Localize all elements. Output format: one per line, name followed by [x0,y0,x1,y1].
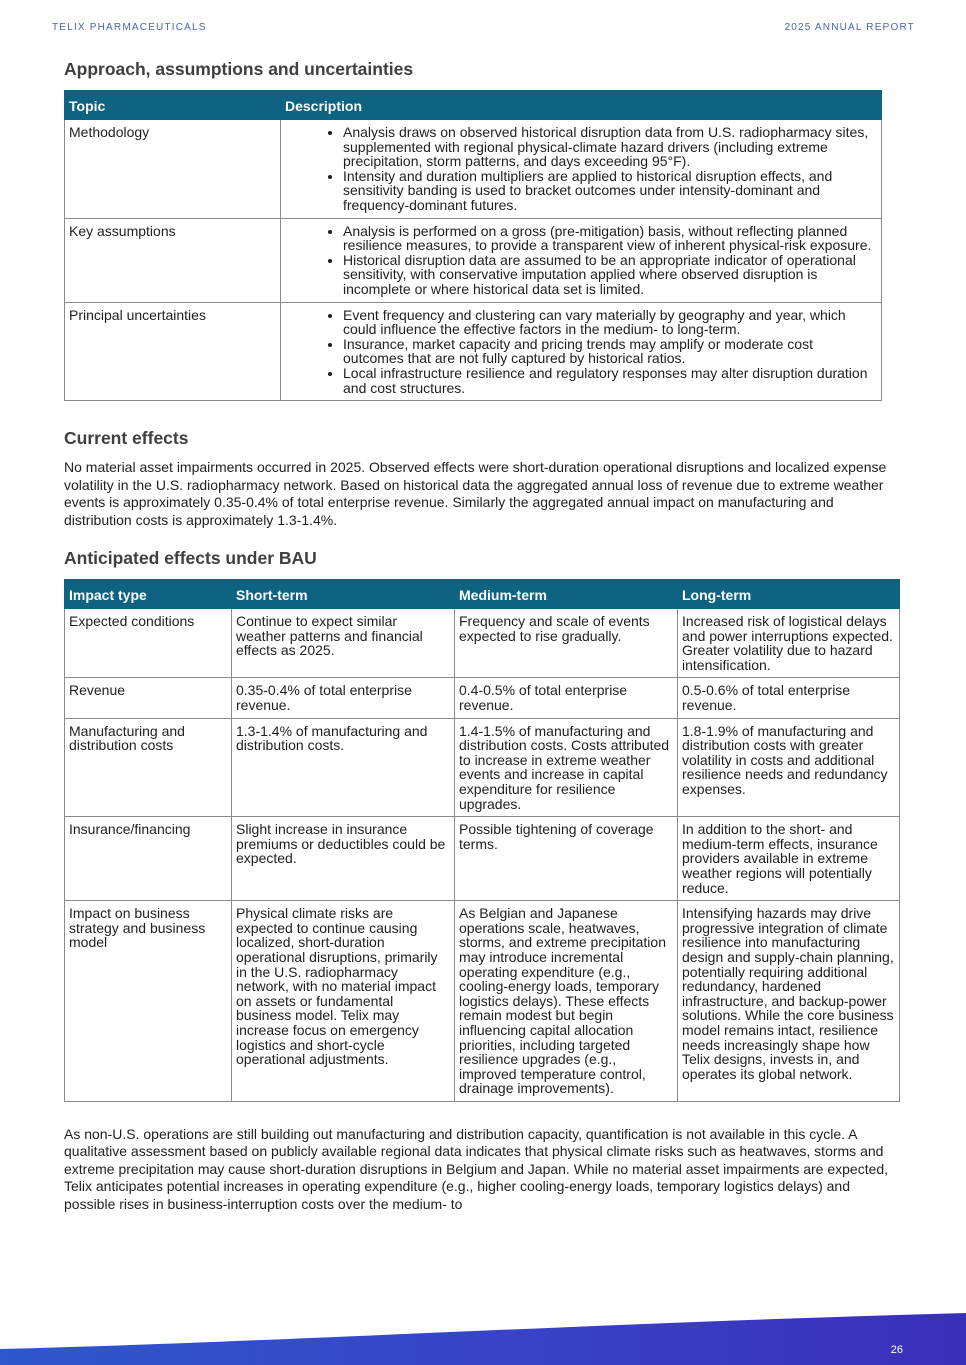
impact-type-cell: Manufacturing and distribution costs [65,718,232,817]
column-header-short-term: Short-term [232,580,455,609]
medium-term-cell: 1.4-1.5% of manufacturing and distribution costs. Costs attributed to increase in extreme weather events and increase in capital expenditure for resilience upgrades. [455,718,678,817]
short-term-cell: Physical climate risks are expected to continue causing localized, short-duration operational disruptions, primarily in the U.S. radiopharmacy network, with no material impact on assets or fundamental business model. Telix may increase focus on emergency logistics and short-cycle operational adjustments. [232,901,455,1102]
section-title-current-effects: Current effects [64,428,189,449]
column-header-long-term: Long-term [678,580,900,609]
medium-term-cell: Possible tightening of coverage terms. [455,817,678,901]
list-item: • Intensity and duration multipliers are applied to historical disruption effects, and sensitivity banding is used to bracket outcomes under intensity-dominant and frequency-dominant futures. [343,169,873,213]
report-company-name: TELIX PHARMACEUTICALS [52,22,207,33]
impact-type-cell: Expected conditions [65,609,232,678]
topic-cell: Methodology [65,120,281,219]
impact-type-cell: Impact on business strategy and business model [65,901,232,1102]
description-cell [281,302,882,401]
table-row [65,218,882,302]
column-header-medium-term: Medium-term [455,580,678,609]
short-term-cell: Continue to expect similar weather patterns and financial effects as 2025. [232,609,455,678]
table-row [65,302,882,401]
footer-wave-decoration [0,1313,966,1365]
section-title-anticipated-effects: Anticipated effects under BAU [64,548,317,569]
description-cell [281,218,882,302]
impact-type-cell: Revenue [65,678,232,718]
table-row [65,678,900,718]
table-row [65,901,900,1102]
page-number: 26 [890,1344,903,1356]
closing-paragraph: As non-U.S. operations are still building out manufacturing and distribution capacity, quantification is not available in this cycle. A qualitative assessment based on publicly available regional data indicates that physical climate risks such as heatwaves, storms and extreme precipitation may cause short-duration disruptions in Belgium and Japan. While no material asset impairments are expected, Telix anticipates potential increases in operating expenditure (e.g., higher cooling-energy loads, temporary logistics delays) and possible rises in business-interruption costs over the medium- to [64,1125,889,1212]
table-row [65,120,882,219]
short-term-cell: 0.35-0.4% of total enterprise revenue. [232,678,455,718]
report-title: 2025 ANNUAL REPORT [784,22,915,33]
description-cell [281,120,882,219]
medium-term-cell: As Belgian and Japanese operations scale, heatwaves, storms, and extreme precipitation may introduce incremental operating expenditure (e.g., cooling-energy loads, temporary logistics delays). These effects remain modest but begin influencing capital allocation priorities, including targeted resilience upgrades (e.g., improved temperature control, drainage improvements). [455,901,678,1102]
page-content [64,58,900,1213]
table-row [65,609,900,678]
table-row [65,718,900,817]
list-item: • Insurance, market capacity and pricing trends may amplify or moderate cost outcomes that are not fully captured by historical ratios. [343,337,873,366]
list-item: • Historical disruption data are assumed to be an appropriate indicator of operational sensitivity, with conservative imputation applied where observed disruption is incomplete or where historical data set is limited. [343,253,873,297]
list-item: • Analysis draws on observed historical disruption data from U.S. radiopharmacy sites, supplemented with regional physical-climate hazard drivers (including extreme precipitation, storm patterns, and days exceeding 95°F). [343,125,873,169]
column-header-impact-type: Impact type [65,580,232,609]
impact-type-cell: Insurance/financing [65,817,232,901]
topic-cell: Key assumptions [65,218,281,302]
table-row [65,817,900,901]
current-effects-paragraph: No material asset impairments occurred in 2025. Observed effects were short-duration operational disruptions and localized expense volatility in the U.S. radiopharmacy network. Based on historical data the aggregated annual loss of revenue due to extreme weather events is approximately 0.35-0.4% of total enterprise revenue. Similarly the aggregated annual impact on manufacturing and distribution costs is approximately 1.3-1.4%. [64,459,887,528]
column-header-topic: Topic [65,91,281,120]
long-term-cell: Intensifying hazards may drive progressive integration of climate resilience into manufacturing design and supply-chain planning, potentially requiring additional redundancy, hardened infrastructure, and backup-power solutions. While the core business model remains intact, resilience needs increasingly shape how Telix designs, invests in, and operates its global network. [678,901,900,1102]
short-term-cell: 1.3-1.4% of manufacturing and distribution costs. [232,718,455,817]
anticipated-effects-table [64,579,900,1102]
long-term-cell: Increased risk of logistical delays and power interruptions expected. Greater volatility due to hazard intensification. [678,609,900,678]
medium-term-cell: 0.4-0.5% of total enterprise revenue. [455,678,678,718]
list-item: • Event frequency and clustering can vary materially by geography and year, which could influence the effective factors in the medium- to long-term. [343,308,873,337]
short-term-cell: Slight increase in insurance premiums or deductibles could be expected. [232,817,455,901]
approach-table [64,90,882,401]
list-item: • Local infrastructure resilience and regulatory responses may alter disruption duration and cost structures. [343,366,873,395]
section-title-approach: Approach, assumptions and uncertainties [64,59,414,79]
list-item: • Analysis is performed on a gross (pre-mitigation) basis, without reflecting planned resilience measures, to provide a transparent view of inherent physical-risk exposure. [343,224,873,253]
topic-cell: Principal uncertainties [65,302,281,401]
long-term-cell: In addition to the short- and medium-term effects, insurance providers available in extreme weather regions will potentially reduce. [678,817,900,901]
column-header-description: Description [281,91,882,120]
medium-term-cell: Frequency and scale of events expected to rise gradually. [455,609,678,678]
long-term-cell: 0.5-0.6% of total enterprise revenue. [678,678,900,718]
long-term-cell: 1.8-1.9% of manufacturing and distribution costs with greater volatility in costs and additional resilience needs and redundancy expenses. [678,718,900,817]
